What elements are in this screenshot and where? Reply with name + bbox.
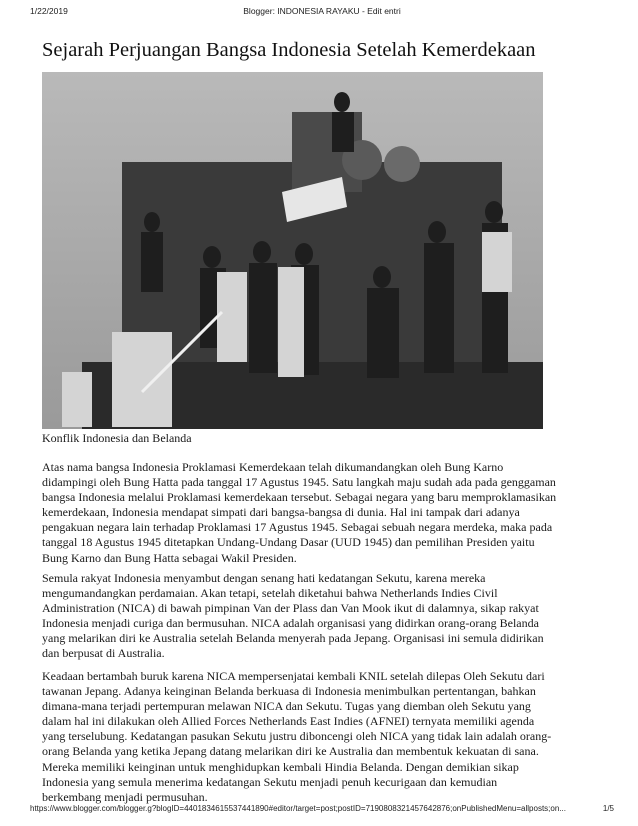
print-footer xyxy=(30,804,614,816)
paragraph-3: Keadaan bertambah buruk karena NICA mempersenjatai kembali KNIL setelah dilepas Oleh Sekutu dari tawanan Jepang. Adanya keinginan Belanda berkuasa di Indonesia menimbulkan pertentangan, bahkan dimana-mana terjadi pertempuran melawan NICA dan Sekutu. Tugas yang diemban oleh Sekutu yang dalam hal ini dilakukan oleh Allied Forces Netherlands East Indies (AFNEI) ternyata memiliki agenda yang terselubung. Kedatangan pasukan Sekutu justru diboncengi oleh NICA yang tidak lain adalah orang-orang Belanda yang ketika Jepang datang melarikan diri ke Australia dan membentuk kekuatan di sana. Mereka memiliki keinginan untuk menghidupkan kembali Hindia Belanda. Dengan demikian sikap Indonesia yang semula menerima kedatangan Sekutu menjadi penuh kecurigaan dan kemudian berkembang menjadi permusuhan. xyxy=(42,669,552,804)
print-page-title: Blogger: INDONESIA RAYAKU - Edit entri xyxy=(243,6,401,16)
historical-photo-image xyxy=(42,72,543,429)
paragraph-1: Atas nama bangsa Indonesia Proklamasi Kemerdekaan telah dikumandangkan oleh Bung Karno didampingi oleh Bung Hatta pada tanggal 17 Agustus 1945. Satu langkah maju sudah ada pada genggaman bangsa Indonesia melalui Proklamasi kemerdekaan tersebut. Sebagai negara yang baru memproklamasikan kemerdekaan, Indonesia mendapat simpati dari bangsa-bangsa di dunia. Hal ini tampak dari adanya pengakuan negara lain terhadap Proklamasi 17 Agustus 1945. Sebagai sebuah negara merdeka, maka pada tanggal 18 Agustus 1945 ditetapkan Undang-Undang Dasar (UUD 1945) dan pemilihan Presiden yaitu Bung Karno dan Bung Hatta sebagai Wakil Presiden. xyxy=(42,460,557,565)
post-photo xyxy=(42,72,543,429)
page-number: 1/5 xyxy=(602,804,614,813)
print-url: https://www.blogger.com/blogger.g?blogID=4401834615537441890#editor/target=post;postID=7190808321457642876;onPublishedMenu=allposts;on... xyxy=(30,804,566,813)
post-title: Sejarah Perjuangan Bangsa Indonesia Setelah Kemerdekaan xyxy=(42,39,536,61)
image-caption: Konflik Indonesia dan Belanda xyxy=(42,431,192,445)
print-header xyxy=(30,6,614,18)
paragraph-2: Semula rakyat Indonesia menyambut dengan senang hati kedatangan Sekutu, karena mereka mengumandangkan perdamaian. Akan tetapi, setelah diketahui bahwa Netherlands Indies Civil Administration (NICA) di bawah pimpinan Van der Plass dan Van Mook ikut di dalamnya, sikap rakyat Indonesia menjadi curiga dan bermusuhan. NICA adalah organisasi yang didirkan orang-orang Belanda yang melarikan diri ke Australia setelah Belanda menyerah pada Jepang. Organisasi ini semula didirikan dan berpusat di Australia. xyxy=(42,571,544,661)
print-date: 1/22/2019 xyxy=(30,6,68,16)
